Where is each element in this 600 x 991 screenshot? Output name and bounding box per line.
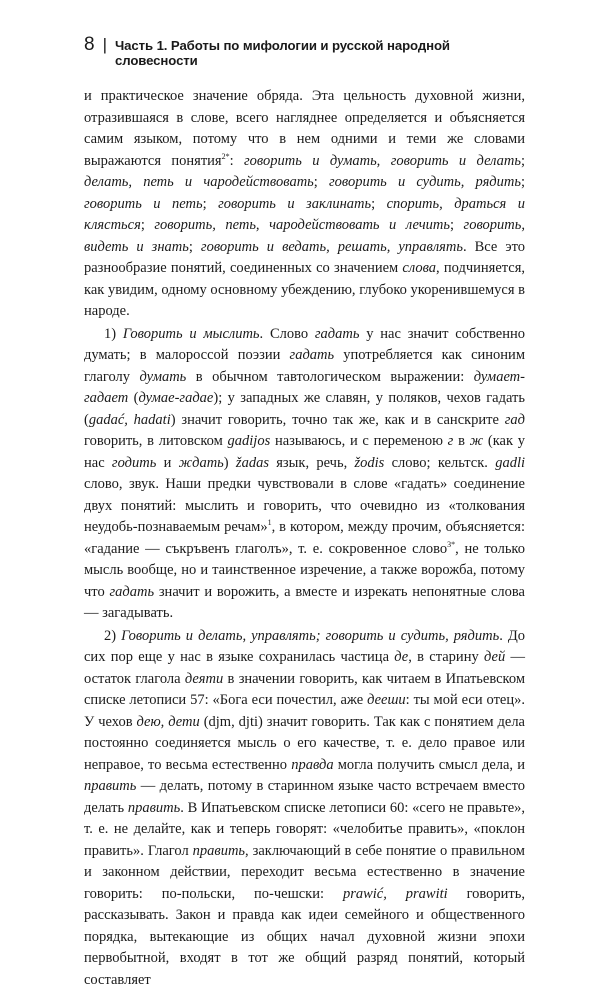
italic-term: gadli <box>495 455 525 471</box>
italic-term: спорить, драться и клясться <box>84 196 525 234</box>
text-run: ; <box>521 153 525 169</box>
text-run: (djm, djti) значит говорить. Так как с понятием дела постоянно соединяется мысль о его качестве, т. е. дело правое или неправое, то весьма естественно <box>84 714 525 773</box>
text-run: язык, речь, <box>269 455 355 471</box>
italic-term: слова <box>402 260 436 276</box>
footnote-marker: 2* <box>222 152 230 161</box>
italic-term: говорить, петь, чародействовать и лечить <box>154 217 450 233</box>
italic-term: говорить и петь <box>84 196 203 212</box>
italic-term: гадать <box>109 584 154 600</box>
italic-term: гад <box>505 412 525 428</box>
text-run: употребляется как синоним глаголу <box>84 347 525 385</box>
text-run: — остаток глагола <box>84 649 525 687</box>
italic-term: годить <box>112 455 156 471</box>
text-run: ( <box>128 390 138 406</box>
italic-term: gadijos <box>228 433 271 449</box>
text-run: . В Ипатьевском списке летописи 60: «сего не правьте», т. е. не делайте, как и теперь говорят: «челобитье править», «поклон править». Глагол <box>84 800 525 859</box>
text-run: . Слово <box>260 326 315 342</box>
text-run: 1) <box>104 326 123 342</box>
italic-term: говорить и судить, рядить <box>329 174 521 190</box>
text-run: , в старину <box>408 649 484 665</box>
header-separator: | <box>103 35 107 55</box>
italic-term: гадать <box>290 347 335 363</box>
text-run: ; <box>189 239 201 255</box>
page-number: 8 <box>84 34 95 56</box>
italic-term: ждать <box>179 455 224 471</box>
text-run: — делать, потому в старинном языке часто встречаем вместо делать <box>84 778 525 816</box>
text-run: ; <box>203 196 219 212</box>
paragraph <box>84 324 525 625</box>
text-run: , заключающий в себе понятие о правильном и законном действии, переходит весьма естественно в значение говорить: по-польски, по-чешски: <box>84 843 525 902</box>
italic-term: ж <box>470 433 484 449</box>
italic-term: дей <box>484 649 505 665</box>
text-run: ; <box>371 196 387 212</box>
text-run: в значении говорить, как читаем в Ипатьевском списке летописи 57: «Бога еси почестил, аже <box>84 671 525 709</box>
italic-term: г <box>448 433 454 449</box>
italic-term: prawić, prawiti <box>343 886 448 902</box>
text-run: : ты мой еси отец». У чехов <box>84 692 525 730</box>
italic-term: говорить, видеть и знать <box>84 217 525 255</box>
text-run: ; <box>314 174 329 190</box>
italic-term: думает-гадает <box>84 369 525 407</box>
text-run: говорить, в литовском <box>84 433 228 449</box>
italic-term: гадать <box>315 326 360 342</box>
italic-term: говорить и ведать, решать, управлять <box>201 239 463 255</box>
italic-term: дееши <box>367 692 406 708</box>
text-run: . До сих пор еще у нас в языке сохранилась частица <box>84 628 525 666</box>
text-run: и <box>156 455 178 471</box>
text-run: 2) <box>104 628 121 644</box>
text-run: слово; кельтск. <box>384 455 495 471</box>
italic-term: де <box>394 649 408 665</box>
text-run: , в котором, между прочим, объясняется: «гадание — съкръвенъ глаголъ», т. е. сокровенное слово <box>84 519 525 557</box>
italic-term: говорить и заклинать <box>218 196 371 212</box>
footnote-marker: 1 <box>268 518 272 527</box>
running-header <box>84 34 525 68</box>
italic-term: говорить и думать, говорить и делать <box>244 153 521 169</box>
text-run: в обычном тавтологическом выражении: <box>186 369 473 385</box>
text-run: в <box>453 433 469 449</box>
text-run: могла получить смысл дела, и <box>334 757 525 773</box>
text-run: называюсь, и с переменою <box>270 433 447 449</box>
paragraph <box>84 626 525 991</box>
italic-term: думать <box>139 369 186 385</box>
italic-term: žodis <box>355 455 385 471</box>
italic-term: делать, петь и чародействовать <box>84 174 314 190</box>
running-title: Часть 1. Работы по мифологии и русской народной словесности <box>115 38 525 68</box>
italic-term: думае-гадае <box>138 390 213 406</box>
italic-term: gadać, hadati <box>89 412 171 428</box>
text-run: и практическое значение обряда. Эта цельность духовной жизни, отразившаяся в слове, всего нагляднее определяется и объясняется самим языком, потому что в нем одними и теми же словами выражаются понятия <box>84 88 525 169</box>
body-text <box>84 86 525 991</box>
text-run: слово, звук. Наши предки чувствовали в слове «гадать» соединение двух понятий: мыслить и говорить, что очевидно из «толкования неудобь-познаваемым речам» <box>84 476 525 535</box>
italic-term: править <box>128 800 180 816</box>
italic-term: žadas <box>236 455 269 471</box>
paragraph <box>84 86 525 323</box>
text-run: , подчиняется, как увидим, одному основному убеждению, глубоко укоренившемуся в народе. <box>84 260 525 319</box>
italic-term: деяти <box>185 671 223 687</box>
text-run: значит и ворожить, а вместе и изрекать непонятные слова — загадывать. <box>84 584 525 622</box>
text-run: (как у нас <box>84 433 525 471</box>
text-run: ; <box>450 217 464 233</box>
text-run: ) <box>224 455 236 471</box>
text-run: ); у западных же славян, у поляков, чехов гадать ( <box>84 390 525 428</box>
italic-term: дею, дети <box>137 714 200 730</box>
text-run: говорить, рассказывать. Закон и правда как идеи семейного и общественного порядка, вытекающие из общих начал духовной жизни эпохи первобытной, входят в тот же общий разряд понятий, который составляет <box>84 886 525 988</box>
italic-term: править <box>84 778 136 794</box>
text-run: ; <box>521 174 525 190</box>
footnote-marker: 3* <box>447 540 455 549</box>
italic-term: Говорить и делать, управлять; говорить и судить, рядить <box>121 628 499 644</box>
italic-term: правда <box>291 757 333 773</box>
text-run: . Все это разнообразие понятий, соединенных со значением <box>84 239 525 277</box>
text-run: : <box>230 153 244 169</box>
text-run: у нас значит собственно думать; в малороссой поэзии <box>84 326 525 364</box>
italic-term: Говорить и мыслить <box>123 326 260 342</box>
text-run: ; <box>141 217 155 233</box>
italic-term: править <box>193 843 245 859</box>
text-run: , не только мысль вообще, но и таинственное изречение, а также ворожба, потому что <box>84 541 525 600</box>
text-run: ) значит говорить, точно так же, как и в санскрите <box>171 412 505 428</box>
